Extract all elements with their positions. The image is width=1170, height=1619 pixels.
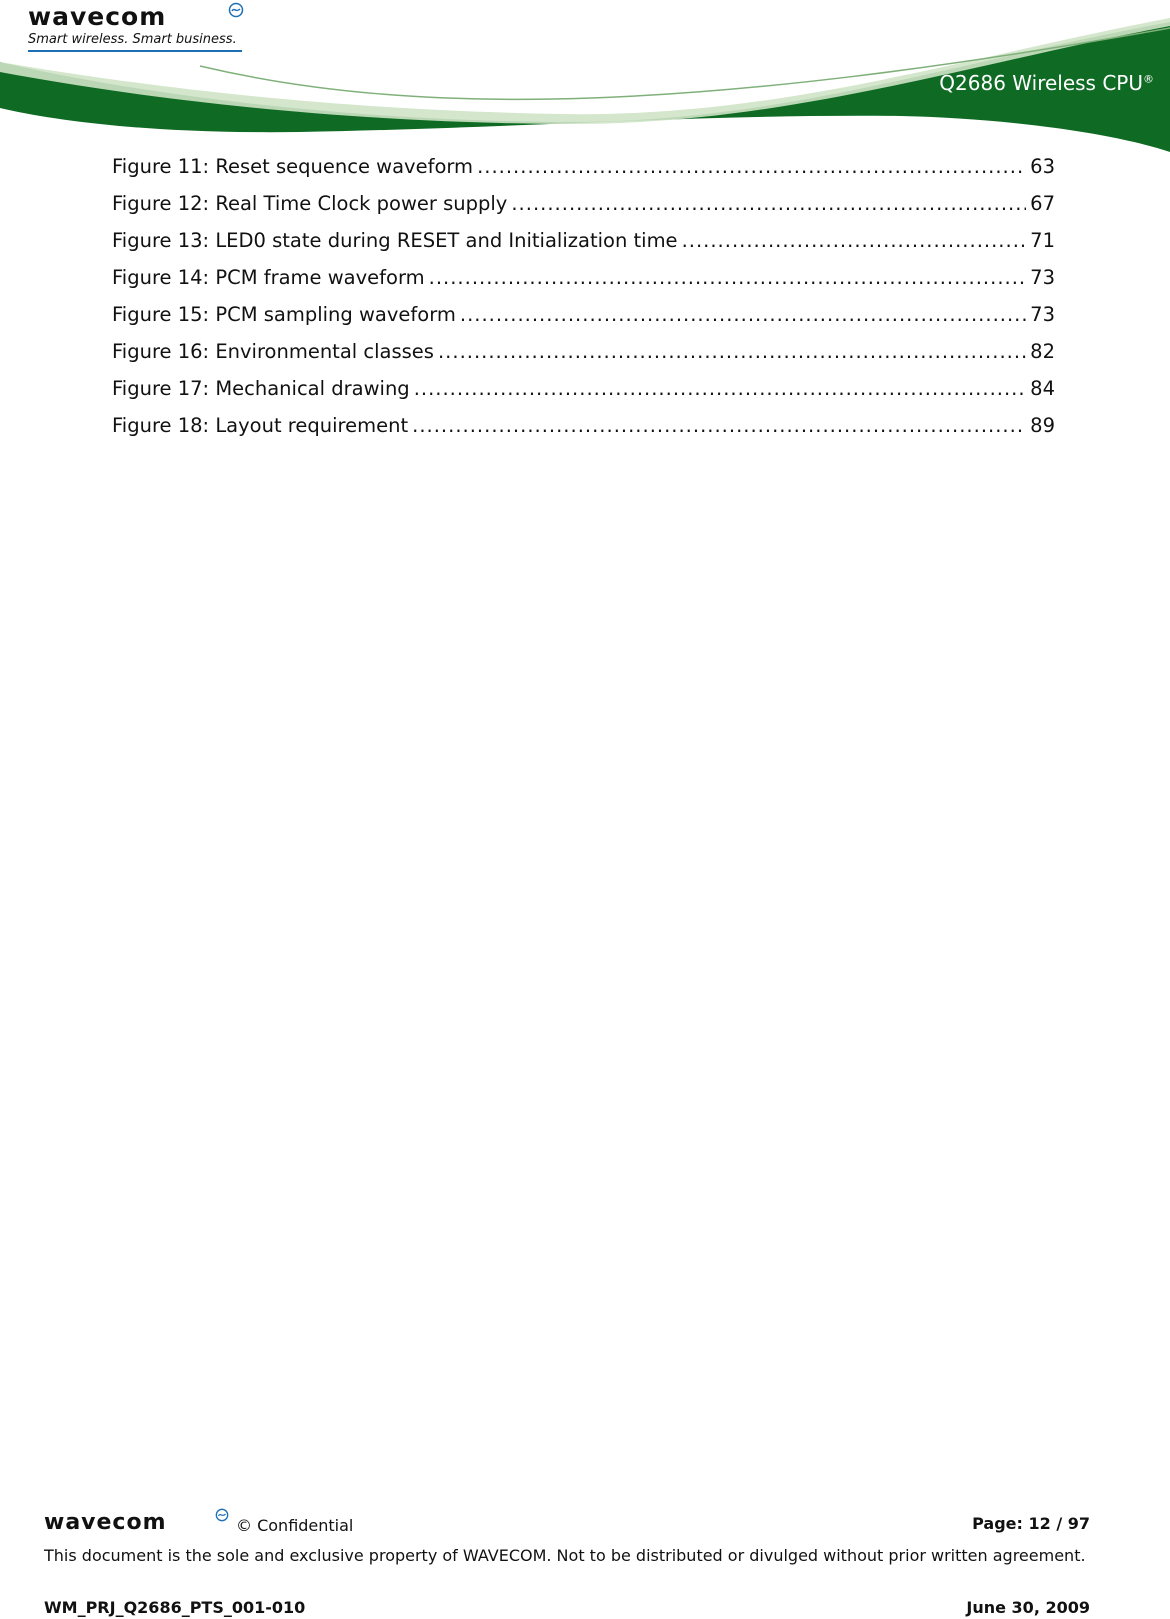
toc-entry-label: Figure 13: LED0 state during RESET and Initialization time <box>112 229 678 252</box>
toc-entry-label: Figure 14: PCM frame waveform <box>112 266 425 289</box>
toc-dot-leader <box>511 192 1026 215</box>
toc-entry-label: Figure 16: Environmental classes <box>112 340 434 363</box>
toc-entry-label: Figure 17: Mechanical drawing <box>112 377 410 400</box>
toc-entry-page: 71 <box>1030 229 1055 252</box>
footer-logo: wavecom <box>44 1510 167 1535</box>
toc-entry[interactable] <box>112 229 1055 266</box>
page-number: Page: 12 / 97 <box>972 1514 1090 1533</box>
document-date: June 30, 2009 <box>966 1598 1090 1617</box>
confidential-label: © Confidential <box>236 1516 354 1535</box>
toc-dot-leader <box>438 340 1026 363</box>
toc-entry[interactable] <box>112 155 1055 192</box>
toc-dot-leader <box>429 266 1027 289</box>
logo-underline <box>28 50 242 52</box>
logo-wordmark: wavecom <box>28 2 167 31</box>
toc-entry[interactable] <box>112 340 1055 377</box>
toc-entry[interactable] <box>112 303 1055 340</box>
toc-dot-leader <box>477 155 1026 178</box>
page-header <box>0 0 1170 160</box>
registered-mark: ® <box>1143 72 1154 86</box>
toc-entry[interactable] <box>112 414 1055 451</box>
toc-entry[interactable] <box>112 377 1055 414</box>
toc-entry-label: Figure 15: PCM sampling waveform <box>112 303 456 326</box>
toc-entry-page: 84 <box>1030 377 1055 400</box>
toc-entry-page: 73 <box>1030 266 1055 289</box>
table-of-figures <box>112 155 1055 451</box>
product-title <box>939 71 1154 95</box>
toc-entry-page: 63 <box>1030 155 1055 178</box>
wavecom-logo <box>28 2 248 54</box>
toc-dot-leader <box>460 303 1026 326</box>
toc-entry-page: 82 <box>1030 340 1055 363</box>
toc-entry[interactable] <box>112 192 1055 229</box>
product-title-text: Q2686 Wireless CPU <box>939 71 1143 95</box>
logo-tagline: Smart wireless. Smart business. <box>28 32 237 47</box>
document-id: WM_PRJ_Q2686_PTS_001-010 <box>44 1598 306 1617</box>
toc-entry-page: 73 <box>1030 303 1055 326</box>
toc-entry[interactable] <box>112 266 1055 303</box>
toc-entry-page: 89 <box>1030 414 1055 437</box>
toc-entry-page: 67 <box>1030 192 1055 215</box>
registered-swirl-icon <box>228 2 244 18</box>
toc-dot-leader <box>414 377 1026 400</box>
footer-swirl-icon <box>215 1508 229 1522</box>
toc-dot-leader <box>412 414 1026 437</box>
toc-entry-label: Figure 12: Real Time Clock power supply <box>112 192 508 215</box>
toc-entry-label: Figure 11: Reset sequence waveform <box>112 155 474 178</box>
disclaimer-text: This document is the sole and exclusive property of WAVECOM. Not to be distributed or divulged without prior written agreement. <box>44 1546 1086 1565</box>
toc-dot-leader <box>682 229 1027 252</box>
toc-entry-label: Figure 18: Layout requirement <box>112 414 409 437</box>
